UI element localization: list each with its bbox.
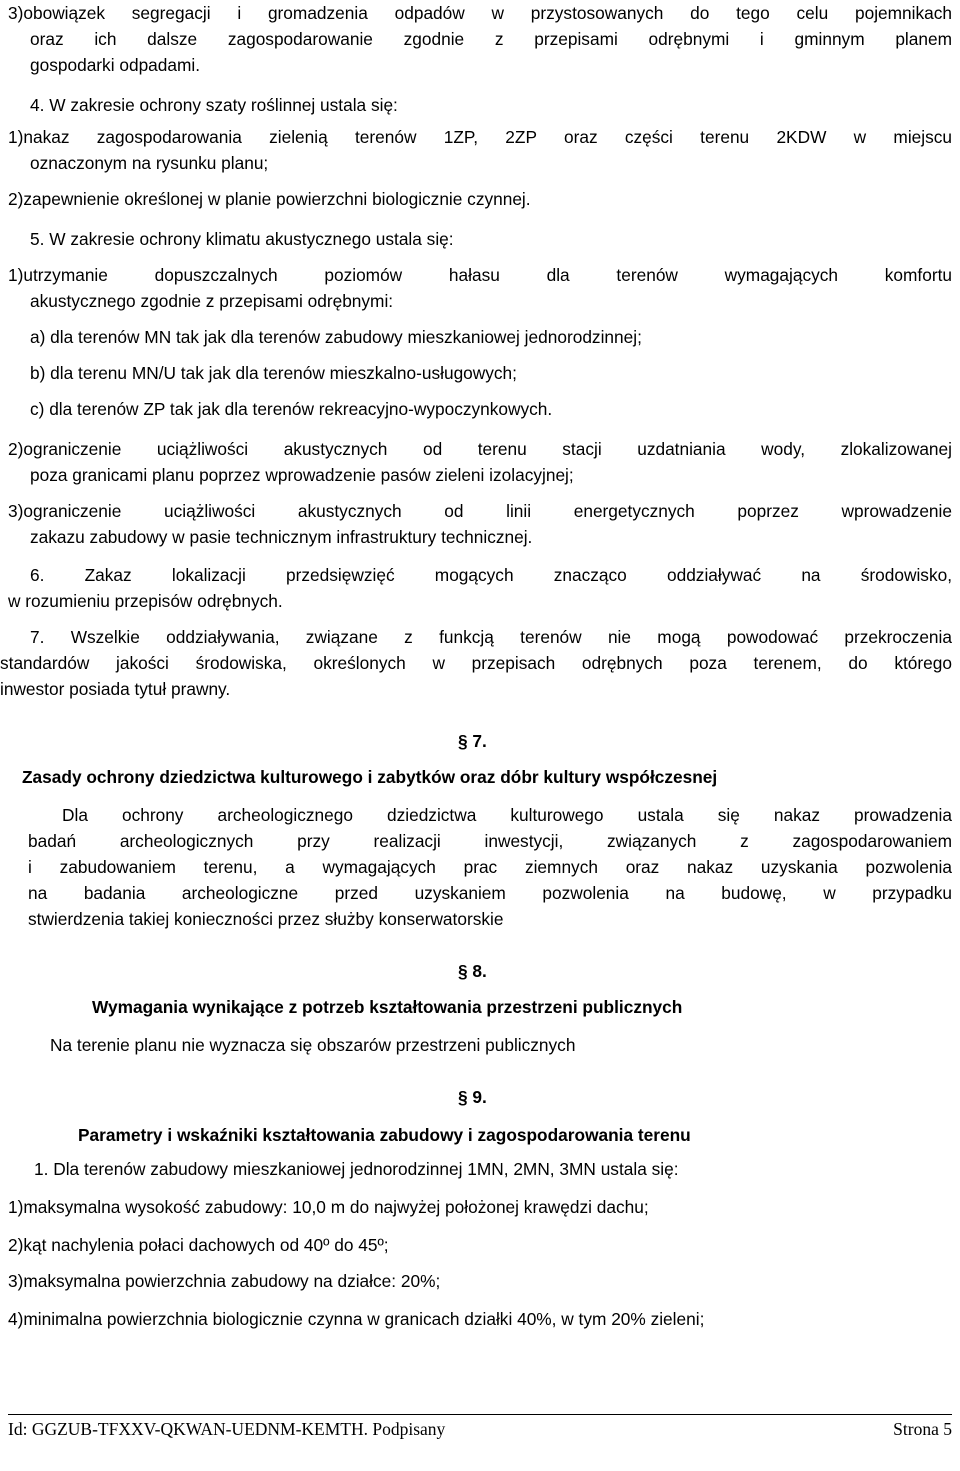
body-text: na badania archeologiczne przed uzyskaniem pozwolenia na budowę, w przypadku: [28, 883, 952, 903]
paragraph-title: Zasady ochrony dziedzictwa kulturowego i zabytków oraz dóbr kultury współczesnej: [22, 767, 718, 787]
sub-item: a) dla terenów MN tak jak dla terenów zabudowy mieszkaniowej jednorodzinnej;: [30, 327, 642, 347]
document-id: Id: GGZUB-TFXXV-QKWAN-UEDNM-KEMTH. Podpisany: [8, 1419, 446, 1439]
list-item: 4)minimalna powierzchnia biologicznie czynna w granicach działki 40%, w tym 20% zieleni;: [8, 1309, 705, 1329]
paragraph-mark: § 8.: [458, 961, 487, 981]
list-item-continuation: poza granicami planu poprzez wprowadzenie pasów zieleni izolacyjnej;: [30, 465, 574, 485]
list-item: 3)ograniczenie uciążliwości akustycznych od linii energetycznych poprzez wprowadzenie: [8, 501, 952, 521]
section-heading: 4. W zakresie ochrony szaty roślinnej ustala się:: [30, 95, 398, 115]
section-heading: 5. W zakresie ochrony klimatu akustycznego ustala się:: [30, 229, 454, 249]
list-item: 2)kąt nachylenia połaci dachowych od 40º do 45º;: [8, 1235, 389, 1255]
list-item: 3)maksymalna powierzchnia zabudowy na działce: 20%;: [8, 1271, 441, 1291]
body-text: Na terenie planu nie wyznacza się obszarów przestrzeni publicznych: [50, 1035, 576, 1055]
body-text: badań archeologicznych przy realizacji inwestycji, związanych z zagospodarowaniem: [28, 831, 952, 851]
list-item-continuation: oznaczonym na rysunku planu;: [30, 153, 269, 173]
page-footer: [8, 1414, 952, 1440]
body-text: stwierdzenia takiej konieczności przez służby konserwatorskie: [28, 909, 504, 929]
section-paragraph-continuation: inwestor posiada tytuł prawny.: [0, 679, 231, 699]
page-number: Strona 5: [893, 1419, 952, 1439]
list-item-continuation: oraz ich dalsze zagospodarowanie zgodnie z przepisami odrębnymi i gminnym planem: [30, 29, 952, 49]
list-item: 1)nakaz zagospodarowania zielenią terenów 1ZP, 2ZP oraz części terenu 2KDW w miejscu: [8, 127, 952, 147]
list-item: 1)utrzymanie dopuszczalnych poziomów hałasu dla terenów wymagających komfortu: [8, 265, 952, 285]
body-text: Dla ochrony archeologicznego dziedzictwa kulturowego ustala się nakaz prowadzenia: [62, 805, 952, 825]
sub-item: c) dla terenów ZP tak jak dla terenów rekreacyjno-wypoczynkowych.: [30, 399, 553, 419]
section-paragraph: 7. Wszelkie oddziaływania, związane z funkcją terenów nie mogą powodować przekroczenia: [30, 627, 952, 647]
list-item: 1)maksymalna wysokość zabudowy: 10,0 m do najwyżej położonej krawędzi dachu;: [8, 1197, 649, 1217]
paragraph-title: Wymagania wynikające z potrzeb kształtowania przestrzeni publicznych: [92, 997, 683, 1017]
list-item-continuation: akustycznego zgodnie z przepisami odrębnymi:: [30, 291, 394, 311]
paragraph-mark: § 7.: [458, 731, 487, 751]
paragraph-title: Parametry i wskaźniki kształtowania zabudowy i zagospodarowania terenu: [78, 1125, 691, 1145]
body-text: i zabudowaniem terenu, a wymagających prac ziemnych oraz nakaz uzyskania pozwolenia: [28, 857, 952, 877]
list-item: 2)zapewnienie określonej w planie powierzchni biologicznie czynnej.: [8, 189, 531, 209]
paragraph-mark: § 9.: [458, 1087, 487, 1107]
section-paragraph-continuation: standardów jakości środowiska, określonych w przepisach odrębnych poza terenem, do którego: [0, 653, 952, 673]
list-item-continuation: zakazu zabudowy w pasie technicznym infrastruktury technicznej.: [30, 527, 533, 547]
list-item-continuation: gospodarki odpadami.: [30, 55, 201, 75]
list-item: 2)ograniczenie uciążliwości akustycznych od terenu stacji uzdatniania wody, zlokalizowanej: [8, 439, 952, 459]
section-paragraph-continuation: w rozumieniu przepisów odrębnych.: [8, 591, 283, 611]
sub-item: b) dla terenu MN/U tak jak dla terenów mieszkalno-usługowych;: [30, 363, 517, 383]
section-paragraph: 6. Zakaz lokalizacji przedsięwzięć mogących znacząco oddziaływać na środowisko,: [30, 565, 952, 585]
list-item: 3)obowiązek segregacji i gromadzenia odpadów w przystosowanych do tego celu pojemnikach: [8, 3, 952, 23]
section-heading: 1. Dla terenów zabudowy mieszkaniowej jednorodzinnej 1MN, 2MN, 3MN ustala się:: [34, 1159, 679, 1179]
